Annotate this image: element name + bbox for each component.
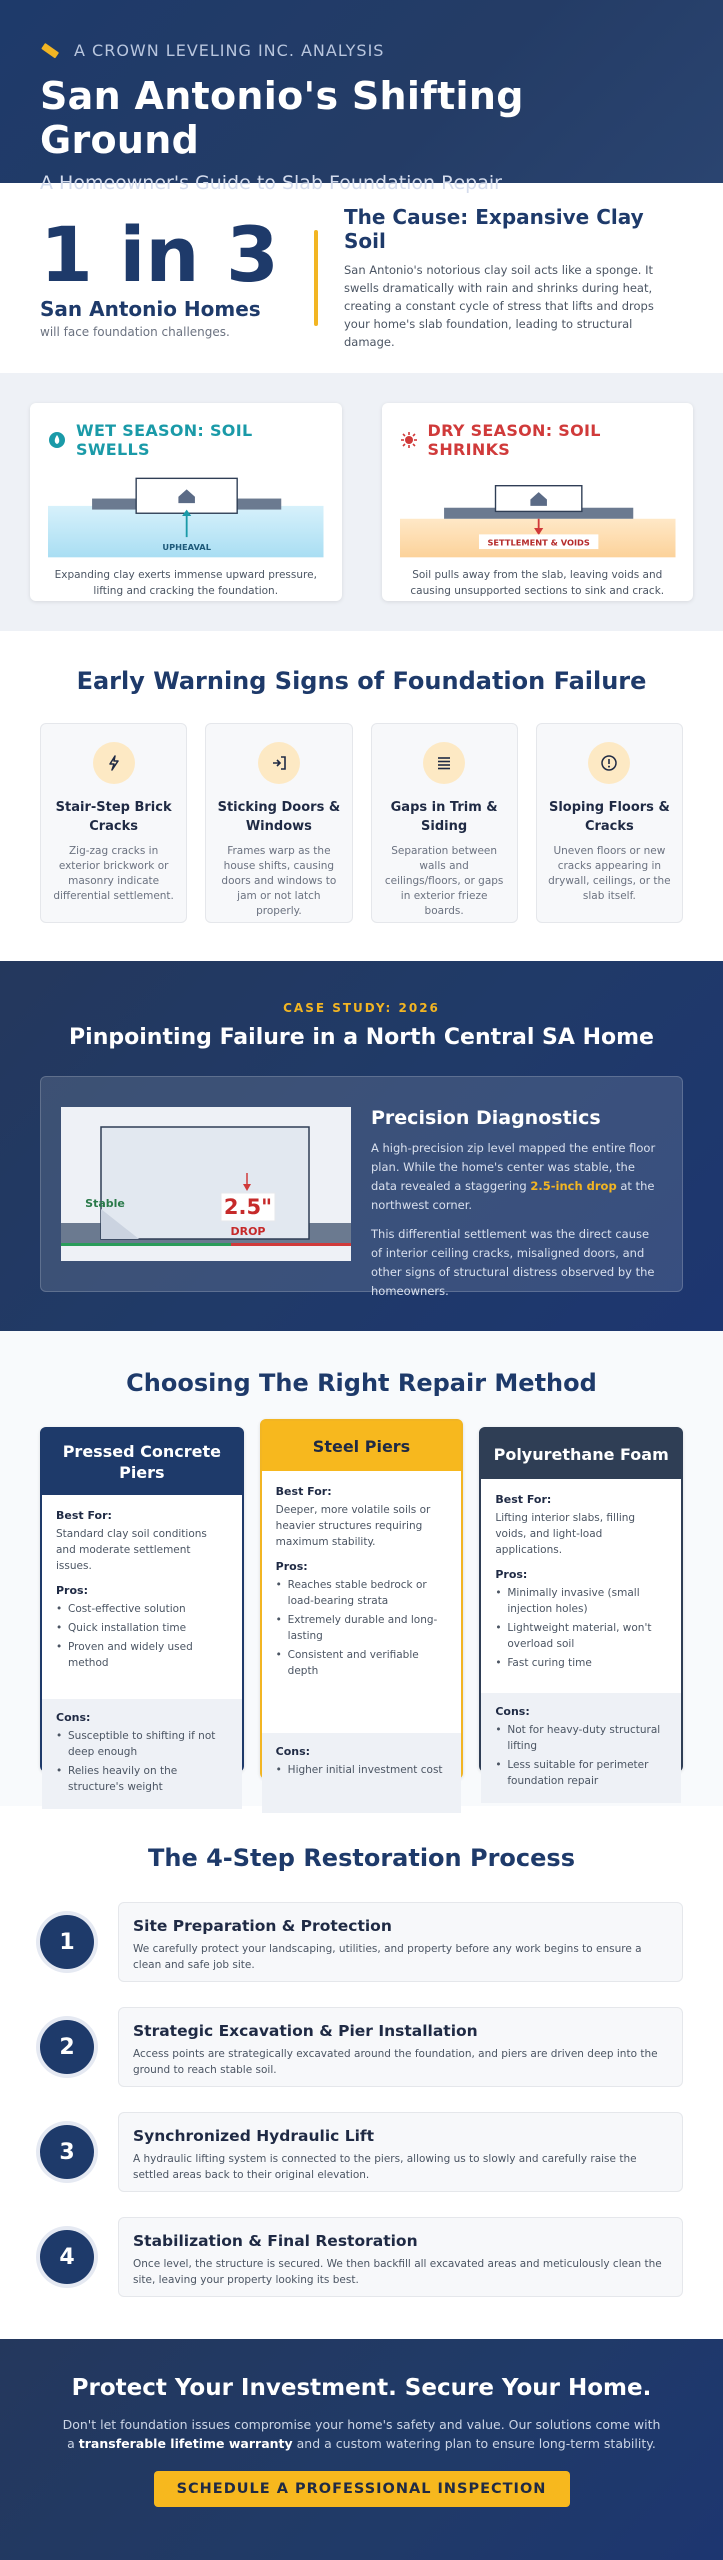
cons-list: [56, 1728, 228, 1795]
brand-text: A CROWN LEVELING INC. ANALYSIS: [74, 40, 385, 60]
list-item: • Higher initial investment cost: [276, 1762, 448, 1778]
list-item: • Reaches stable bedrock or load-bearing strata: [276, 1577, 448, 1609]
case-panel-title: Precision Diagnostics: [371, 1107, 601, 1129]
cause-block: [344, 205, 683, 351]
stat-label: San Antonio Homes: [40, 297, 261, 321]
gaps-lines-icon: [423, 742, 465, 784]
warning-signs-section: [0, 631, 723, 961]
methods-grid: [40, 1427, 683, 1793]
cta-title: Protect Your Investment. Secure Your Home.: [71, 2375, 652, 2401]
list-item: • Relies heavily on the structure's weight: [56, 1763, 228, 1795]
step-title: Stabilization & Final Restoration: [133, 2232, 418, 2250]
cons-label: Cons:: [56, 1711, 91, 1724]
step-title: Synchronized Hydraulic Lift: [133, 2127, 375, 2145]
cons-list: [495, 1722, 667, 1789]
pros-list: [495, 1585, 667, 1671]
settlement-diagram: [61, 1107, 351, 1261]
list-item: • Not for heavy-duty structural lifting: [495, 1722, 667, 1754]
cons-block: [262, 1733, 462, 1813]
list-item: • Proven and widely used method: [56, 1639, 228, 1671]
page-subtitle: A Homeowner's Guide to Slab Foundation Repair: [40, 172, 502, 194]
steps-list: [40, 1902, 683, 2297]
method-card-concrete: [40, 1427, 244, 1793]
process-step: [40, 2217, 683, 2297]
dry-season-diagram: [400, 471, 676, 561]
case-title: Pinpointing Failure in a North Central SA Home: [69, 1025, 654, 1050]
door-icon: [258, 742, 300, 784]
warning-card-text: Uneven floors or new cracks appearing in drywall, ceilings, or the slab itself.: [548, 845, 671, 902]
best-for-label: Best For:: [275, 1485, 332, 1498]
process-step: [40, 2112, 683, 2192]
step-box: [118, 2007, 683, 2087]
cta-text-c: and a custom watering plan to ensure long-term stability.: [292, 2436, 656, 2451]
cons-label: Cons:: [275, 1745, 311, 1758]
step-box: [118, 1902, 683, 1982]
stat-divider: [314, 230, 318, 326]
cons-block: [481, 1693, 681, 1803]
warning-card-trim-gaps: [371, 723, 518, 923]
best-for-text: Standard clay soil conditions and moderate settlement issues.: [56, 1528, 207, 1572]
repair-methods-section: [0, 1331, 723, 1806]
dry-season-card: [382, 403, 694, 601]
alert-circle-icon: [588, 742, 630, 784]
list-item: • Cost-effective solution: [56, 1601, 228, 1617]
wet-season-card: [30, 403, 342, 601]
warning-card-brick-cracks: [40, 723, 187, 923]
cta-text: [60, 2415, 663, 2453]
stat-section: [0, 183, 723, 373]
cause-title: The Cause: Expansive Clay Soil: [344, 205, 644, 253]
step-number: 2: [40, 2020, 94, 2074]
best-for-text: Lifting interior slabs, filling voids, and light-load applications.: [495, 1512, 636, 1556]
warning-card-title: Sloping Floors & Cracks: [548, 800, 670, 834]
warning-title: Early Warning Signs of Foundation Failure: [76, 667, 647, 695]
step-text: A hydraulic lifting system is connected to the piers, allowing us to slowly and carefully raise the settled areas back to their original elevation.: [133, 2153, 637, 2181]
process-step: [40, 1902, 683, 1982]
warning-card-sloping-floors: [536, 723, 683, 923]
seasons-section: [0, 373, 723, 631]
case-paragraph-2: This differential settlement was the direct cause of interior ceiling cracks, misaligned doors, and other signs of structural distress observed by the homeowners.: [371, 1227, 655, 1298]
stat-number: 1 in 3: [40, 210, 279, 299]
upheaval-label: UPHEAVAL: [162, 541, 211, 552]
process-title: The 4-Step Restoration Process: [148, 1844, 575, 1872]
warning-card-title: Gaps in Trim & Siding: [390, 800, 498, 834]
step-box: [118, 2112, 683, 2192]
list-item: • Lightweight material, won't overload soil: [495, 1620, 667, 1652]
cta-warranty: transferable lifetime warranty: [78, 2436, 293, 2451]
method-body: [42, 1495, 242, 1671]
case-panel: [40, 1076, 683, 1298]
cta-text-a: Don't let foundation issues compromise your home's safety and value. Our solutions come with a: [62, 2417, 661, 2451]
settlement-label: SETTLEMENT & VOIDS: [486, 537, 590, 548]
case-study-section: [0, 961, 723, 1331]
page-header: [0, 0, 723, 194]
list-item: • Extremely durable and long-lasting: [276, 1612, 448, 1644]
warning-card-title: Stair-Step Brick Cracks: [55, 800, 172, 834]
cons-label: Cons:: [495, 1705, 530, 1718]
stable-label: Stable: [85, 1197, 125, 1210]
method-body: [481, 1479, 681, 1671]
process-step: [40, 2007, 683, 2087]
step-title: Strategic Excavation & Pier Installation: [133, 2022, 478, 2040]
case-kicker: CASE STUDY: 2026: [283, 1001, 440, 1015]
step-number: 4: [40, 2230, 94, 2284]
wet-season-title-text: WET SEASON: SOIL SWELLS: [76, 421, 253, 459]
pros-list: [56, 1601, 228, 1671]
step-number: 3: [40, 2125, 94, 2179]
list-item: • Susceptible to shifting if not deep enough: [56, 1728, 228, 1760]
best-for-label: Best For:: [56, 1509, 112, 1522]
drop-label: DROP: [230, 1225, 266, 1238]
step-number: 1: [40, 1915, 94, 1969]
sun-icon: [400, 431, 418, 449]
list-item: • Less suitable for perimeter foundation repair: [495, 1757, 667, 1789]
step-text: Once level, the structure is secured. We then backfill all excavated areas and meticulously clean the site, leaving your property looking its best.: [133, 2258, 662, 2286]
cons-list: [276, 1762, 448, 1778]
step-text: We carefully protect your landscaping, utilities, and property before any work begins to ensure a clean and safe job site.: [133, 1943, 642, 1971]
stat-sub: will face foundation challenges.: [40, 325, 230, 339]
methods-title: Choosing The Right Repair Method: [126, 1369, 597, 1397]
method-card-polyurethane: [479, 1427, 683, 1787]
case-p1-b: at the northwest corner.: [371, 1179, 655, 1212]
list-item: • Fast curing time: [495, 1655, 667, 1671]
warning-card-sticking-doors: [205, 723, 352, 923]
method-name: Polyurethane Foam: [481, 1429, 681, 1479]
warning-card-title: Sticking Doors & Windows: [217, 800, 341, 834]
pros-label: Pros:: [495, 1568, 528, 1581]
dry-season-title-text: DRY SEASON: SOIL SHRINKS: [427, 421, 601, 459]
cta-section: [0, 2339, 723, 2560]
ruler-icon: [40, 40, 60, 60]
wet-season-title: [48, 421, 324, 459]
case-text: [371, 1107, 662, 1298]
drop-value: 2.5": [223, 1195, 273, 1219]
step-text: Access points are strategically excavated around the foundation, and piers are driven deep into the ground to reach stable soil.: [133, 2048, 658, 2076]
case-highlight: 2.5-inch drop: [530, 1179, 617, 1193]
warning-card-text: Zig-zag cracks in exterior brickwork or masonry indicate differential settlement.: [53, 845, 174, 902]
method-body: [262, 1471, 462, 1679]
list-item: • Consistent and verifiable depth: [276, 1647, 448, 1679]
cons-block: [42, 1699, 242, 1809]
method-name: Steel Piers: [262, 1421, 462, 1471]
stat-block: [40, 210, 310, 339]
case-paragraph-1: [371, 1139, 662, 1215]
pros-list: [276, 1577, 448, 1679]
case-p1-a: A high-precision zip level mapped the entire floor plan. While the home's center was stable, the data revealed a staggering: [371, 1141, 656, 1193]
lightning-crack-icon: [93, 742, 135, 784]
page-title: San Antonio's Shifting Ground: [40, 74, 524, 162]
dry-season-title: [400, 421, 676, 459]
water-drop-icon: [48, 431, 66, 449]
schedule-inspection-button[interactable]: SCHEDULE A PROFESSIONAL INSPECTION: [154, 2471, 570, 2507]
wet-season-text: Expanding clay exerts immense upward pressure, lifting and cracking the foundation.: [54, 569, 317, 597]
warning-card-text: Frames warp as the house shifts, causing doors and windows to jam or not latch properly.: [221, 845, 337, 917]
method-name: Pressed Concrete Piers: [42, 1429, 242, 1495]
wet-season-diagram: [48, 471, 324, 561]
step-title: Site Preparation & Protection: [133, 1917, 392, 1935]
dry-season-text: Soil pulls away from the slab, leaving voids and causing unsupported sections to sink and crack.: [410, 569, 665, 597]
step-box: [118, 2217, 683, 2297]
cause-text: San Antonio's notorious clay soil acts like a sponge. It swells dramatically with rain and shrinks during heat, creating a constant cycle of stress that lifts and drops your home's slab foundation, leading to structural damage.: [344, 263, 654, 349]
best-for-text: Deeper, more volatile soils or heavier structures requiring maximum stability.: [275, 1504, 431, 1548]
brand-line: [40, 40, 683, 60]
warning-card-text: Separation between walls and ceilings/floors, or gaps in exterior frieze boards.: [384, 845, 504, 917]
warning-grid: [40, 723, 683, 923]
method-card-steel: [260, 1419, 464, 1779]
pros-label: Pros:: [56, 1584, 88, 1597]
best-for-label: Best For:: [495, 1493, 552, 1506]
list-item: • Quick installation time: [56, 1620, 228, 1636]
list-item: • Minimally invasive (small injection holes): [495, 1585, 667, 1617]
process-section: [0, 1806, 723, 2339]
pros-label: Pros:: [275, 1560, 308, 1573]
